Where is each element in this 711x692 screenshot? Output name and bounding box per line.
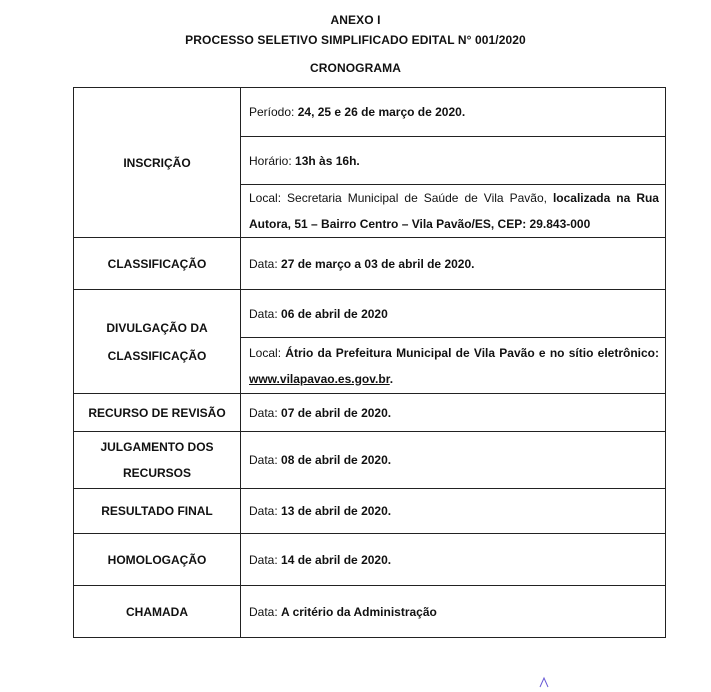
resultado-label: RESULTADO FINAL [74, 489, 241, 534]
chamada-cell [241, 586, 666, 638]
table-row [74, 238, 666, 290]
resultado-value: 13 de abril de 2020. [281, 504, 392, 518]
inscricao-horario-cell [241, 137, 666, 185]
classificacao-cell [241, 238, 666, 290]
table-row [74, 88, 666, 137]
julgamento-cell [241, 432, 666, 489]
pen-mark-icon [538, 676, 550, 688]
table-row [74, 290, 666, 338]
julgamento-value: 08 de abril de 2020. [281, 453, 392, 467]
site-end: . [389, 371, 394, 386]
julgamento-label-line2: RECURSOS [122, 466, 191, 480]
inscricao-local-cell [241, 185, 666, 238]
divulgacao-label [74, 290, 241, 394]
horario-value: 13h às 16h. [295, 153, 360, 168]
site-link[interactable]: www.vilapavao.es.gov.br [249, 371, 390, 386]
classificacao-prefix: Data: [249, 256, 278, 271]
divulgacao-local-value: Átrio da Prefeitura Municipal de Vila Pavão e no sítio eletrônico: [285, 345, 660, 360]
recurso-prefix: Data: [249, 405, 278, 420]
process-title: PROCESSO SELETIVO SIMPLIFICADO EDITAL N° 001/2020 [185, 33, 526, 47]
divulgacao-label-line1: DIVULGAÇÃO DA [106, 320, 208, 335]
table-row [74, 432, 666, 489]
schedule-table [73, 87, 666, 638]
periodo-prefix: Período: [249, 105, 295, 119]
table-row [74, 586, 666, 638]
homologacao-label: HOMOLOGAÇÃO [74, 534, 241, 586]
resultado-cell [241, 489, 666, 534]
inscricao-label: INSCRIÇÃO [74, 88, 241, 238]
inscricao-local-prefix: Local: Secretaria Municipal de Saúde de Vila Pavão, [249, 191, 547, 205]
divulgacao-local-prefix: Local: [249, 345, 282, 360]
chamada-label: CHAMADA [74, 586, 241, 638]
homologacao-value: 14 de abril de 2020. [281, 552, 392, 567]
annex-title: ANEXO I [330, 13, 381, 27]
chamada-value: A critério da Administração [281, 604, 437, 619]
homologacao-prefix: Data: [249, 552, 278, 567]
divulgacao-data-cell [241, 290, 666, 338]
chamada-prefix: Data: [249, 604, 278, 619]
table-row [74, 534, 666, 586]
horario-prefix: Horário: [249, 153, 292, 168]
julgamento-prefix: Data: [249, 453, 278, 467]
divulgacao-local-cell [241, 338, 666, 394]
classificacao-value: 27 de março a 03 de abril de 2020. [281, 256, 475, 271]
homologacao-cell [241, 534, 666, 586]
periodo-value: 24, 25 e 26 de março de 2020. [297, 105, 466, 119]
recurso-label: RECURSO DE REVISÃO [74, 394, 241, 432]
table-row [74, 394, 666, 432]
table-row [74, 489, 666, 534]
divulgacao-label-line2: CLASSIFICAÇÃO [107, 348, 207, 363]
divulgacao-data-value: 06 de abril de 2020 [281, 306, 388, 321]
inscricao-local-value: localizada na Rua Autora, 51 – Bairro Centro – Vila Pavão/ES, CEP: 29.843-000 [249, 191, 659, 231]
julgamento-label [74, 432, 241, 489]
section-title: CRONOGRAMA [310, 61, 401, 75]
classificacao-label: CLASSIFICAÇÃO [74, 238, 241, 290]
inscricao-periodo-cell [241, 88, 666, 137]
recurso-cell [241, 394, 666, 432]
julgamento-label-line1: JULGAMENTO DOS [100, 440, 214, 454]
recurso-value: 07 de abril de 2020. [281, 405, 392, 420]
divulgacao-data-prefix: Data: [249, 306, 278, 321]
resultado-prefix: Data: [249, 504, 278, 518]
